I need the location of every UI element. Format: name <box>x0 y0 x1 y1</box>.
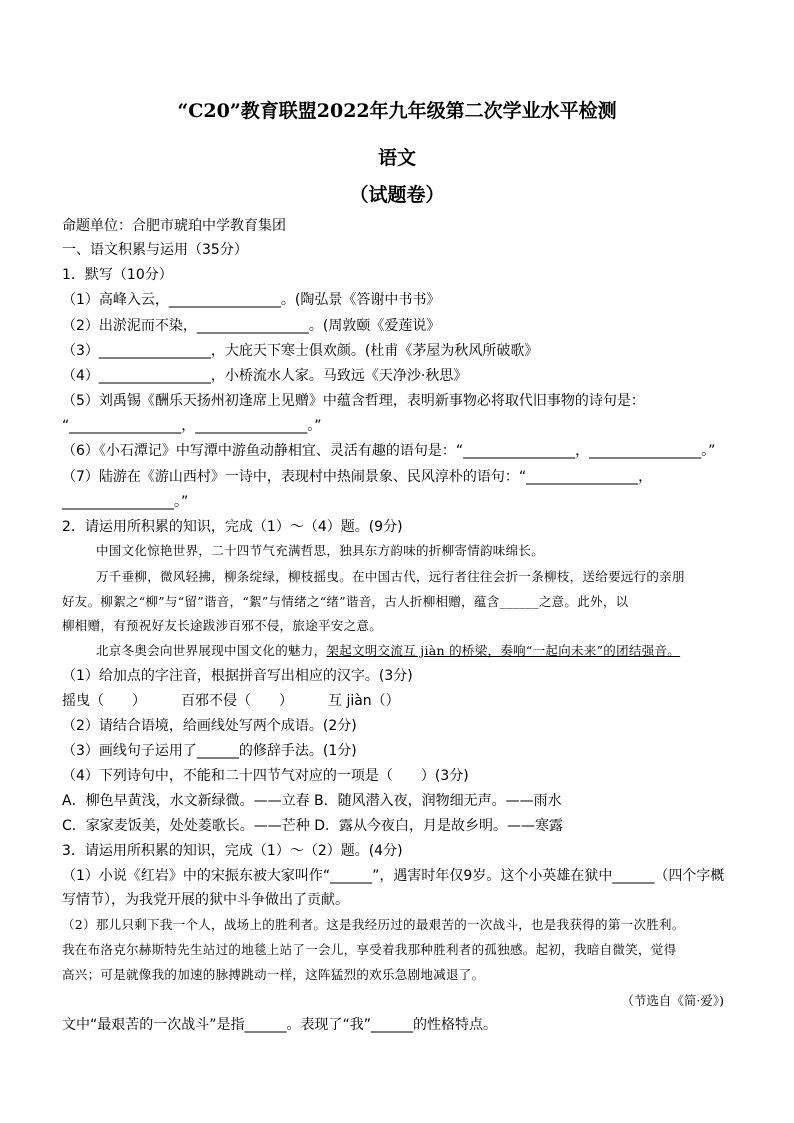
q2-options-cd: C．家家麦饭美，处处菱歌长。——芒种 D．露从今夜白，月是故乡明。——寒露 <box>62 818 564 834</box>
q1-item-5: （5）刘禹锡《酬乐天扬州初逢席上见赠》中蕴含哲理，表明新事物必将取代旧事物的诗句是： <box>62 393 645 409</box>
excerpt-line: 高兴；可是就像我的加速的脉搏跳动一样，这阵猛烈的欢乐急剧地减退了。 <box>62 967 485 982</box>
q1-item-5-blanks: “________________，________________。” <box>62 418 322 434</box>
q2-item-4: （4）下列诗句中，不能和二十四节气对应的一项是（ ）(3分) <box>62 768 469 784</box>
q3-item-2: 文中“最艰苦的一次战斗”是指______。表现了“我”______的性格特点。 <box>62 1017 498 1033</box>
q3-item-1: （1）小说《红岩》中的宋振东被大家叫作“______”，遇害时年仅9岁。这个小英雄在狱中______（四个字概 <box>62 868 725 884</box>
underlined-sentence: 架起文明交流互 jiàn 的桥梁，奏响“一起向未来”的团结强音。 <box>326 643 681 658</box>
excerpt-source: （节选自《简·爱》) <box>621 993 724 1008</box>
paper-type: （试题卷） <box>349 184 445 206</box>
author-unit: 命题单位：合肥市琥珀中学教育集团 <box>62 218 286 234</box>
q2-options-ab: A．柳色早黄浅，水文新绿微。——立春 B．随风潜入夜，润物细无声。——雨水 <box>62 793 562 809</box>
exam-title: “C20”教育联盟2022年九年级第二次学业水平检测 <box>177 100 617 122</box>
subject-title: 语文 <box>377 147 416 169</box>
question-1-heading: 1．默写（10分） <box>62 267 173 283</box>
passage-text: 北京冬奥会向世界展现中国文化的魅力， <box>96 643 327 658</box>
q3-item-1-cont: 写情节），为我党开展的狱中斗争做出了贡献。 <box>62 892 349 908</box>
q2-item-2: （2）请结合语境，给画线处写两个成语。(2分) <box>62 718 357 734</box>
question-2-heading: 2．请运用所积累的知识，完成（1）～（4）题。(9分) <box>62 519 403 535</box>
passage-line: 中国文化惊艳世界，二十四节气充满哲思，独具东方韵味的折柳寄情韵味绵长。 <box>96 543 545 558</box>
q2-item-3: （3）画线句子运用了______的修辞手法。(1分) <box>62 743 357 759</box>
q1-item-6: （6）《小石潭记》中写潭中游鱼动静相宜、灵活有趣的语句是：“________________，________________。” <box>62 443 716 459</box>
q2-item-1: （1）给加点的字注音，根据拼音写出相应的汉字。(3分) <box>62 668 413 684</box>
q1-item-3: （3）________________，大庇天下寒士俱欢颜。(杜甫《茅屋为秋风所破歌》 <box>62 343 539 359</box>
excerpt-line: （2）那儿只剩下我一个人，战场上的胜利者。这是我经历过的最艰苦的一次战斗，也是我获得的第一次胜利。 <box>62 917 685 932</box>
question-3-heading: 3．请运用所积累的知识，完成（1）～（2）题。(4分) <box>62 843 403 859</box>
passage-line <box>96 642 680 660</box>
q1-item-4: （4）________________，小桥流水人家。马致远《天净沙·秋思》 <box>62 368 468 384</box>
q1-item-7-blank: ________________。” <box>62 494 189 510</box>
q1-item-1: （1）高峰入云，________________。(陶弘景《答谢中书书》 <box>62 292 441 308</box>
passage-line: 万千垂柳，微风轻拂，柳条绽绿，柳枝摇曳。在中国古代，远行者往往会折一条柳枝，送给要远行的亲朋 <box>96 569 685 584</box>
q2-item-1-answers: 摇曳（ ） 百邪不侵（ ） 互 jiàn（） <box>62 693 400 709</box>
passage-line: 好友。柳絮之“柳”与“留”谐音，“絮”与情绪之“绪”谐音，古人折柳相赠，蕴含______之意。此外，以 <box>62 594 629 609</box>
excerpt-line: 我在布洛克尔赫斯特先生站过的地毯上站了一会儿，享受着我那种胜利者的孤独感。起初，我暗自微笑，觉得 <box>62 942 677 957</box>
q1-item-7: （7）陆游在《游山西村》一诗中，表现村中热闹景象、民风淳朴的语句：“________________， <box>62 469 653 485</box>
q1-item-2: （2）出淤泥而不染，________________。(周敦颐《爱莲说》 <box>62 318 441 334</box>
section-heading: 一、语文积累与运用（35分） <box>62 242 248 258</box>
passage-line: 柳相赠，有预祝好友长途跋涉百邪不侵，旅途平安之意。 <box>62 618 383 633</box>
